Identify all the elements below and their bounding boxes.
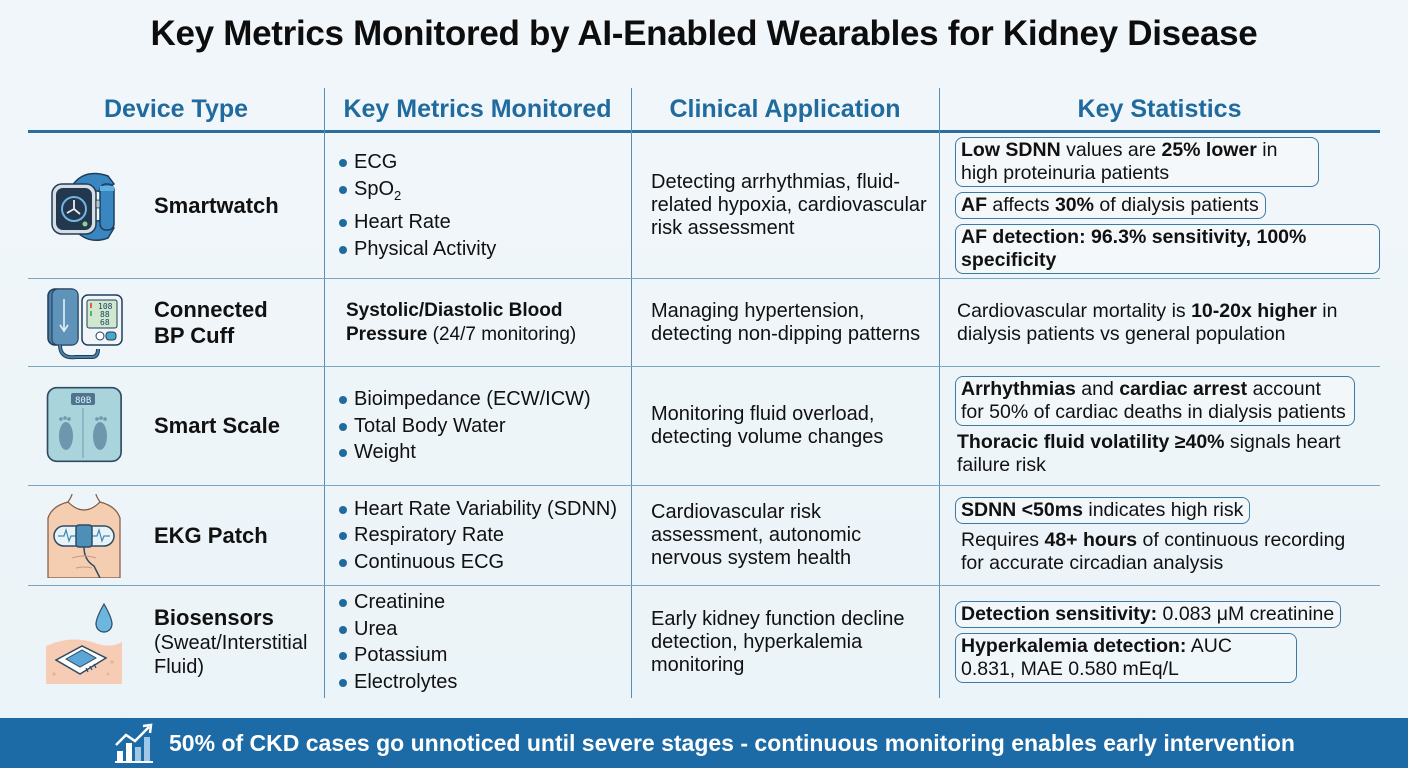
stat-text: and bbox=[1075, 377, 1120, 400]
device-cell bbox=[28, 279, 324, 366]
metric-item: ECG bbox=[336, 149, 496, 176]
metric-item: Creatinine bbox=[336, 589, 457, 616]
stat-bold: Hyperkalemia detection: bbox=[961, 635, 1187, 657]
metrics-list bbox=[336, 589, 457, 695]
table-row-smart-scale bbox=[28, 367, 1380, 485]
stat-text: 0.083 μM creatinine bbox=[1157, 603, 1335, 625]
device-cell bbox=[28, 367, 324, 485]
stat-text-block bbox=[955, 529, 1365, 575]
stat-bold: Detection sensitivity: bbox=[961, 603, 1158, 625]
device-name: Smart Scale bbox=[154, 413, 280, 438]
biosensor-icon bbox=[42, 600, 126, 684]
clinical-application-cell bbox=[631, 133, 939, 278]
metric-item bbox=[336, 176, 496, 210]
stat-bold: AF detection: 96.3% sensitivity, 100% specificity bbox=[961, 226, 1307, 271]
svg-text:108: 108 bbox=[98, 301, 113, 311]
stat-badge bbox=[955, 376, 1355, 426]
clinical-application-text: Early kidney function decline detection, hyperkalemia monitoring bbox=[651, 607, 905, 676]
device-name-line2: BP Cuff bbox=[154, 322, 235, 348]
stat-text: AUC 0.831, MAE 0.580 mEq/L bbox=[961, 635, 1232, 680]
stat-bold: cardiac arrest bbox=[1119, 377, 1248, 400]
metric-item: Potassium bbox=[336, 642, 457, 669]
metric-subscript: 2 bbox=[394, 187, 402, 203]
page-title: Key Metrics Monitored by AI-Enabled Wearables for Kidney Disease bbox=[150, 14, 1258, 53]
metrics-cell bbox=[324, 586, 631, 698]
table-row-biosensors bbox=[28, 586, 1380, 698]
metric-item: Urea bbox=[336, 616, 457, 643]
metric-item: Physical Activity bbox=[336, 236, 496, 263]
metrics-cell bbox=[324, 279, 631, 366]
metric-item: Total Body Water bbox=[336, 413, 591, 440]
clinical-application-cell bbox=[631, 279, 939, 366]
statistics-cell bbox=[939, 367, 1380, 485]
device-cell bbox=[28, 586, 324, 698]
stat-text: of continuous recording for accurate circadian analysis bbox=[961, 528, 1346, 574]
metric-item: Heart Rate Variability (SDNN) bbox=[336, 496, 617, 523]
ekg-patch-icon bbox=[42, 494, 126, 578]
device-name-line1: Connected bbox=[154, 296, 268, 322]
statistics-cell bbox=[939, 133, 1380, 278]
stat-badge bbox=[955, 224, 1380, 274]
clinical-application-text: Managing hypertension, detecting non-dipping patterns bbox=[651, 299, 921, 345]
device-cell bbox=[28, 133, 324, 278]
statistics-cell bbox=[939, 486, 1380, 585]
stat-bold: SDNN <50ms bbox=[961, 498, 1083, 521]
stat-text-block bbox=[955, 300, 1365, 346]
metric-rest: (24/7 monitoring) bbox=[427, 323, 577, 345]
metric-item: Electrolytes bbox=[336, 669, 457, 696]
stat-bold: Arrhythmias bbox=[961, 377, 1076, 400]
metrics-list bbox=[336, 496, 617, 576]
stat-bold: Thoracic fluid volatility ≥40% bbox=[957, 430, 1225, 453]
device-name bbox=[154, 297, 268, 349]
metric-item: Bioimpedance (ECW/ICW) bbox=[336, 386, 591, 413]
smart-scale-icon bbox=[42, 384, 126, 468]
header-key-statistics: Key Statistics bbox=[1077, 94, 1242, 123]
stat-text-block bbox=[955, 431, 1355, 477]
device-name: Smartwatch bbox=[154, 192, 279, 218]
header-device-type: Device Type bbox=[103, 94, 249, 123]
footer-text: 50% of CKD cases go unnoticed until severe stages - continuous monitoring enables early intervention bbox=[169, 729, 1295, 756]
clinical-application-cell bbox=[631, 486, 939, 585]
header-key-metrics: Key Metrics Monitored bbox=[343, 94, 612, 123]
stat-badge bbox=[955, 192, 1266, 219]
smartwatch-icon bbox=[42, 164, 126, 248]
stat-text: Requires bbox=[961, 528, 1045, 551]
device-name bbox=[154, 605, 308, 679]
stat-badge bbox=[955, 601, 1341, 628]
svg-text:88: 88 bbox=[100, 309, 110, 319]
metrics-list bbox=[336, 149, 496, 262]
device-cell bbox=[28, 486, 324, 585]
stat-text: values are bbox=[1060, 139, 1162, 161]
statistics-cell bbox=[939, 586, 1380, 698]
statistics-cell bbox=[939, 279, 1380, 366]
bp-cuff-icon bbox=[42, 281, 126, 365]
table-row-bp-cuff bbox=[28, 279, 1380, 366]
table-header bbox=[28, 86, 1380, 132]
stat-text: account for 50% of cardiac deaths in dialysis patients bbox=[961, 377, 1346, 423]
stat-badge bbox=[955, 497, 1250, 524]
stat-text: in dialysis patients vs general population bbox=[957, 299, 1338, 345]
metric-item: Respiratory Rate bbox=[336, 522, 617, 549]
metric-text bbox=[336, 299, 631, 347]
metrics-cell bbox=[324, 486, 631, 585]
stat-bold: AF bbox=[961, 194, 987, 216]
metric-item: Continuous ECG bbox=[336, 549, 617, 576]
stat-text: indicates high risk bbox=[1082, 498, 1244, 521]
stat-badge bbox=[955, 633, 1297, 683]
stat-text: signals heart failure risk bbox=[957, 430, 1341, 476]
stat-bold: 10-20x higher bbox=[1191, 299, 1317, 322]
metrics-cell bbox=[324, 367, 631, 485]
clinical-application-text: Detecting arrhythmias, fluid-related hypoxia, cardiovascular risk assessment bbox=[651, 171, 927, 239]
stat-text: Cardiovascular mortality is bbox=[957, 299, 1192, 322]
stat-text: of dialysis patients bbox=[1093, 194, 1259, 216]
table-row-ekg-patch bbox=[28, 486, 1380, 585]
stat-bold: 30% bbox=[1054, 194, 1094, 216]
clinical-application-text: Monitoring fluid overload, detecting volume changes bbox=[651, 403, 884, 448]
stat-text: in high proteinuria patients bbox=[961, 139, 1278, 184]
stat-text: affects bbox=[987, 194, 1055, 216]
clinical-application-text: Cardiovascular risk assessment, autonomic nervous system health bbox=[651, 501, 862, 569]
header-clinical-application: Clinical Application bbox=[669, 94, 901, 123]
metric-label: SpO bbox=[354, 177, 395, 200]
metric-item: Weight bbox=[336, 439, 591, 466]
svg-text:68: 68 bbox=[100, 317, 110, 327]
stat-bold: 48+ hours bbox=[1044, 528, 1138, 551]
device-name: EKG Patch bbox=[154, 522, 268, 548]
stat-bold: 25% lower bbox=[1161, 139, 1257, 161]
metrics-list bbox=[336, 386, 591, 466]
trend-chart-icon bbox=[113, 723, 159, 763]
metric-bold: Systolic/Diastolic Blood Pressure bbox=[346, 299, 563, 345]
footer-banner bbox=[0, 718, 1408, 768]
clinical-application-cell bbox=[631, 586, 939, 698]
table-row-smartwatch bbox=[28, 133, 1380, 278]
metrics-cell bbox=[324, 133, 631, 278]
metric-item: Heart Rate bbox=[336, 209, 496, 236]
svg-text:80B: 80B bbox=[75, 396, 92, 406]
device-name-subtitle: (Sweat/Interstitial Fluid) bbox=[154, 632, 308, 678]
stat-badge bbox=[955, 137, 1319, 187]
clinical-application-cell bbox=[631, 367, 939, 485]
device-name-line1: Biosensors bbox=[154, 605, 274, 630]
stat-bold: Low SDNN bbox=[961, 139, 1061, 161]
